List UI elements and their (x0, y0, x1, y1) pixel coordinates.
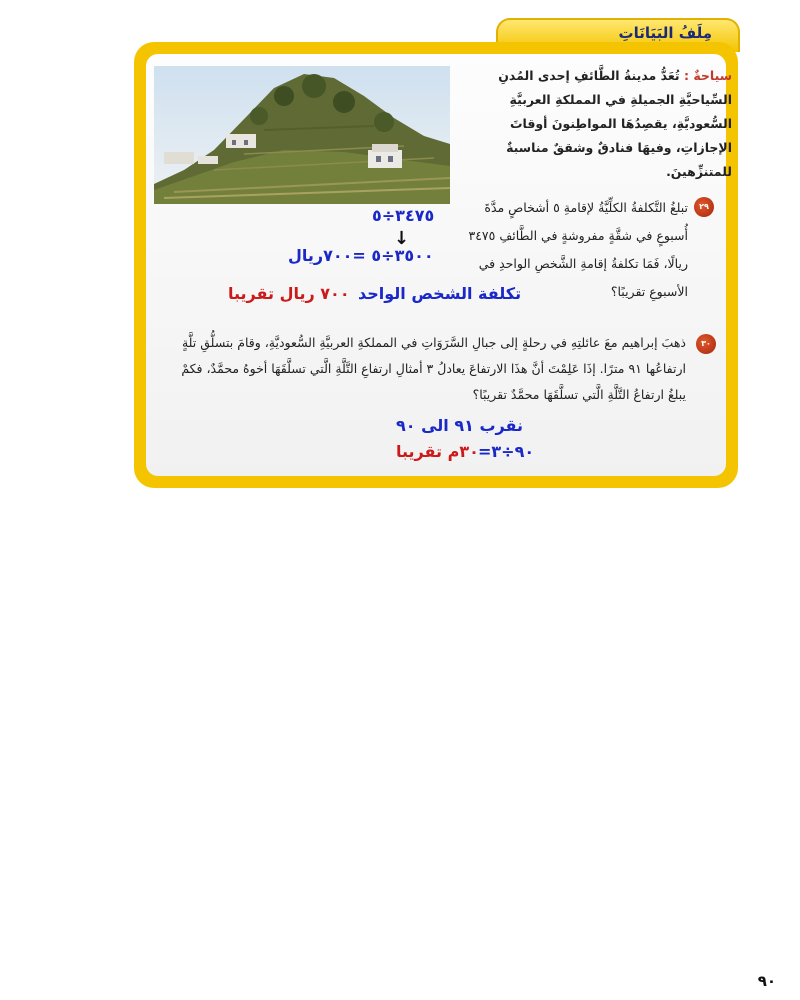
question-30-badge: ٣٠ (696, 334, 716, 354)
intro-text: تُعَدُّ مدينةُ الطَّائفِ إحدى المُدنِ السِّياحيَّةِ الجميلةِ في المملكةِ العربيَّةِ السُّعوديَّةِ، يقصِدُهَا المواطِنونَ أوقاتَ الإجازاتِ، وفيهَا فنادقٌ وشققٌ مناسبةٌ للمتنزِّهينَ. (498, 68, 732, 179)
hw-q29-arrow: ↓ (394, 228, 410, 249)
question-29-badge: ٢٩ (694, 197, 714, 217)
question-30-text: ذهبَ إبراهيم معَ عائلتِهِ في رحلةٍ إلى جبالِ السَّرَوَاتِ في المملكةِ العربيَّةِ السُّعوديَّةِ، وقامَ بتسلُّقِ تلَّةٍ ارتفاعُها ٩١ مترًا. إذَا عَلِمْتَ أنَّ هذَا الارتفاعَ يعادلُ ٣ أمثالِ ارتفاعِ التَّلَّةِ الَّتي تسلَّقَهَا أخوهُ محمَّدٌ، فكمْ يبلغُ ارتفاعُ التَّلَّةِ الَّتي تسلَّقَهَا محمَّدٌ تقريبًا؟ (181, 335, 686, 402)
hw-q30-line2-blue: ٩٠÷٣= (478, 442, 535, 461)
hw-q30-line2-red: ٣٠م تقريبا (396, 442, 479, 461)
taif-photo (154, 66, 450, 204)
hw-q29-answer-red: ٧٠٠ ريال تقريبا (228, 284, 350, 303)
intro-keyword: سياحةٌ : (683, 68, 732, 83)
hw-q29-answer-blue: تكلفة الشخص الواحد (358, 284, 522, 303)
question-29-text: تبلغُ التَّكلفةُ الكلِّيَّةُ لإقامةِ ٥ أشخاصٍ مدَّةَ أُسبوعٍ في شقَّةٍ مفروشةٍ في الطَّائفِ ٣٤٧٥ ريالًا، فَمَا تكلفةُ إقامةِ الشَّخصِ الواحدِ في الأسبوعِ تقريبًا؟ (468, 200, 688, 299)
section-title: مِلَفُ البَيَانَاتِ (618, 24, 712, 42)
hw-q29-line1: ٣٤٧٥÷٥ (372, 206, 435, 225)
page-number: ٩٠ (757, 972, 776, 990)
hw-q30-line1: نقرب ٩١ الى ٩٠ (396, 416, 524, 435)
intro-paragraph (462, 64, 732, 184)
hw-q29-line2: ٣٥٠٠÷٥ =٧٠٠ريال (288, 246, 434, 265)
